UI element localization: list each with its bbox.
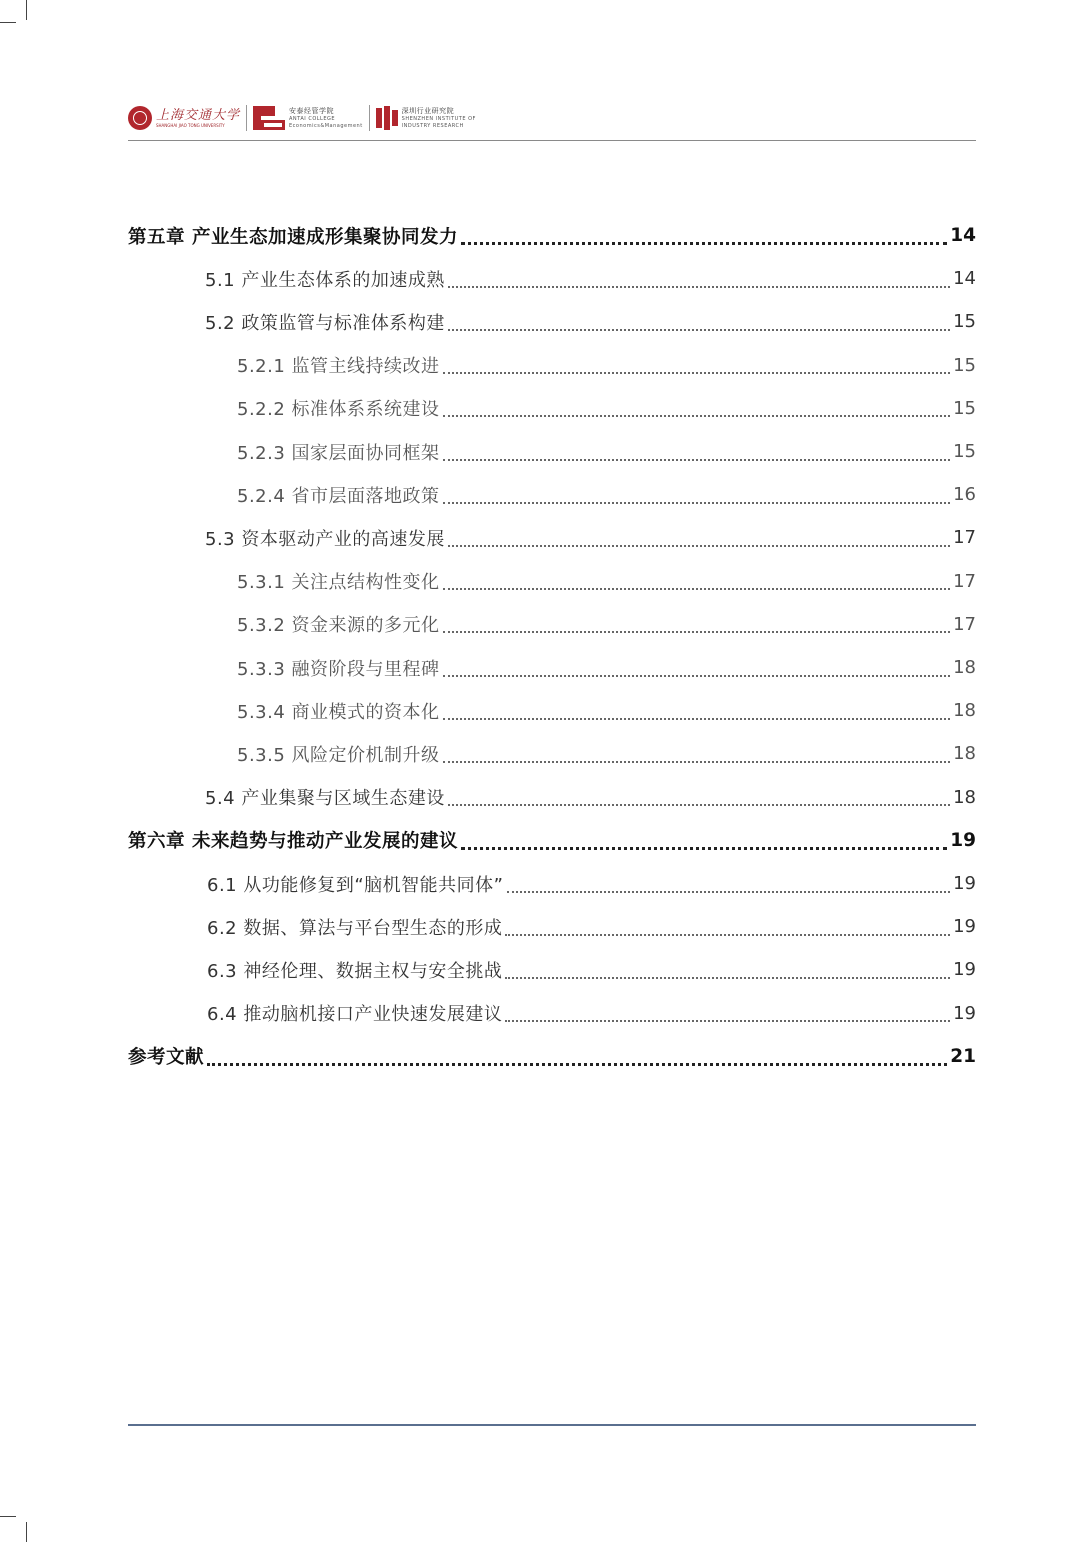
toc-page-number: 17 xyxy=(953,570,976,592)
toc-leader-dots xyxy=(443,502,951,504)
toc-entry-label: 5.1 产业生态体系的加速成熟 xyxy=(205,269,445,291)
toc-entry-label: 5.3.4 商业模式的资本化 xyxy=(237,701,440,723)
toc-page-number: 18 xyxy=(953,786,976,808)
toc-page-number: 19 xyxy=(953,959,976,981)
toc-subsection-entry[interactable] xyxy=(237,646,976,689)
toc-section-entry[interactable] xyxy=(207,905,976,948)
toc-entry-label: 5.2.3 国家层面协同框架 xyxy=(237,442,440,464)
header-rule xyxy=(128,140,976,141)
toc-subsection-entry[interactable] xyxy=(237,344,976,387)
toc-entry-label: 5.3.5 风险定价机制升级 xyxy=(237,744,440,766)
toc-subsection-entry[interactable] xyxy=(237,473,976,516)
toc-entry-label: 5.2.4 省市层面落地政策 xyxy=(237,485,440,507)
toc-page-number: 19 xyxy=(953,916,976,938)
sjtu-name-en: SHANGHAI JIAO TONG UNIVERSITY xyxy=(156,122,225,128)
toc-entry-label: 6.4 推动脑机接口产业快速发展建议 xyxy=(207,1004,503,1026)
toc-section-entry[interactable] xyxy=(207,948,976,991)
toc-leader-dots xyxy=(507,891,951,893)
antai-name-en-2: Economics&Management xyxy=(289,122,363,129)
toc-entry-label: 6.2 数据、算法与平台型生态的形成 xyxy=(207,917,503,939)
toc-entry-label: 5.4 产业集聚与区域生态建设 xyxy=(205,788,445,810)
shenzhen-mark-icon xyxy=(376,106,398,130)
toc-page-number: 16 xyxy=(953,484,976,506)
sjtu-logo xyxy=(128,106,240,130)
toc-entry-label: 6.3 神经伦理、数据主权与安全挑战 xyxy=(207,960,503,982)
antai-name-en-1: ANTAI COLLEGE xyxy=(289,115,336,122)
toc-entry-label: 5.2.1 监管主线持续改进 xyxy=(237,356,440,378)
shenzhen-name-cn: 深圳行业研究院 xyxy=(401,106,455,115)
toc-entry-label: 6.1 从功能修复到“脑机智能共同体” xyxy=(207,874,504,896)
logo-row xyxy=(128,103,476,133)
toc-leader-dots xyxy=(505,1020,950,1022)
toc-section-entry[interactable] xyxy=(205,516,976,559)
toc-page-number: 14 xyxy=(950,225,976,246)
toc-page-number: 19 xyxy=(950,829,976,851)
toc-page-number: 15 xyxy=(953,354,976,376)
toc-leader-dots xyxy=(448,545,950,547)
footer-rule xyxy=(128,1424,976,1426)
logo-divider xyxy=(246,105,247,131)
crop-mark-top-left-h xyxy=(0,22,16,23)
toc-entry-label: 5.3.1 关注点结构性变化 xyxy=(237,572,440,594)
toc-section-entry[interactable] xyxy=(207,992,976,1035)
toc-entry-label: 5.3.3 融资阶段与里程碑 xyxy=(237,658,440,680)
toc-chapter-entry[interactable] xyxy=(128,1035,976,1078)
toc-entry-label: 5.3.2 资金来源的多元化 xyxy=(237,615,440,637)
toc-page-number: 15 xyxy=(953,441,976,462)
toc-leader-dots xyxy=(207,1063,947,1066)
toc-section-entry[interactable] xyxy=(205,776,976,819)
toc-leader-dots xyxy=(443,588,951,590)
toc-entry-label: 5.3 资本驱动产业的高速发展 xyxy=(205,528,445,550)
toc-entry-label: 5.2.2 标准体系系统建设 xyxy=(237,399,440,421)
toc-leader-dots xyxy=(443,415,951,417)
toc-entry-label: 5.2 政策监管与标准体系构建 xyxy=(205,312,445,334)
antai-name-cn: 安泰经管学院 xyxy=(289,106,335,115)
antai-mark-icon xyxy=(253,106,285,130)
antai-logo xyxy=(253,106,363,130)
toc-leader-dots xyxy=(443,459,951,461)
toc-page-number: 19 xyxy=(953,873,976,894)
sjtu-seal-icon xyxy=(128,106,152,130)
toc-page-number: 14 xyxy=(953,268,976,290)
shenzhen-name-en-1: SHENZHEN INSTITUTE OF xyxy=(401,115,476,122)
toc-leader-dots xyxy=(448,329,950,331)
toc-leader-dots xyxy=(505,934,950,936)
toc-subsection-entry[interactable] xyxy=(237,430,976,473)
toc-chapter-entry[interactable] xyxy=(128,819,976,862)
toc-page-number: 18 xyxy=(953,657,976,678)
toc-page-number: 18 xyxy=(953,700,976,722)
toc-entry-label: 第五章 产业生态加速成形集聚协同发力 xyxy=(128,226,458,248)
shenzhen-logo xyxy=(376,106,476,130)
toc-leader-dots xyxy=(448,804,950,806)
crop-mark-bottom-left-h xyxy=(0,1516,16,1517)
toc-entry-label: 参考文献 xyxy=(128,1047,205,1069)
toc-page-number: 19 xyxy=(953,1002,976,1024)
toc-page-number: 15 xyxy=(953,397,976,419)
toc-page-number: 21 xyxy=(950,1045,976,1067)
sjtu-name-cn: 上海交通大学 xyxy=(156,107,241,123)
shenzhen-name xyxy=(402,107,476,130)
toc-subsection-entry[interactable] xyxy=(237,387,976,430)
toc-leader-dots xyxy=(448,286,950,288)
toc-leader-dots xyxy=(505,977,950,979)
toc-page-number: 17 xyxy=(953,527,976,549)
crop-mark-bottom-left-v xyxy=(26,1522,27,1542)
toc-leader-dots xyxy=(443,718,951,720)
toc-leader-dots xyxy=(443,675,951,677)
toc-chapter-entry[interactable] xyxy=(128,214,976,257)
toc-subsection-entry[interactable] xyxy=(237,732,976,775)
toc-page-number: 15 xyxy=(953,311,976,333)
sjtu-name xyxy=(156,108,240,129)
toc-subsection-entry[interactable] xyxy=(237,689,976,732)
antai-name xyxy=(289,107,363,130)
toc-page-number: 17 xyxy=(953,613,976,635)
page-header xyxy=(128,100,976,140)
toc-leader-dots xyxy=(443,372,951,374)
toc-page-number: 18 xyxy=(953,743,976,765)
logo-divider xyxy=(369,105,370,131)
toc-leader-dots xyxy=(461,242,947,245)
toc-subsection-entry[interactable] xyxy=(237,603,976,646)
crop-mark-top-left-v xyxy=(26,0,27,20)
toc-section-entry[interactable] xyxy=(205,300,976,343)
toc-section-entry[interactable] xyxy=(207,862,976,905)
toc-leader-dots xyxy=(443,761,951,763)
toc-leader-dots xyxy=(461,847,947,850)
toc-subsection-entry[interactable] xyxy=(237,560,976,603)
toc-leader-dots xyxy=(443,631,951,633)
shenzhen-name-en-2: INDUSTRY RESEARCH xyxy=(401,122,464,129)
toc-section-entry[interactable] xyxy=(205,257,976,300)
toc-entry-label: 第六章 未来趋势与推动产业发展的建议 xyxy=(128,831,458,853)
